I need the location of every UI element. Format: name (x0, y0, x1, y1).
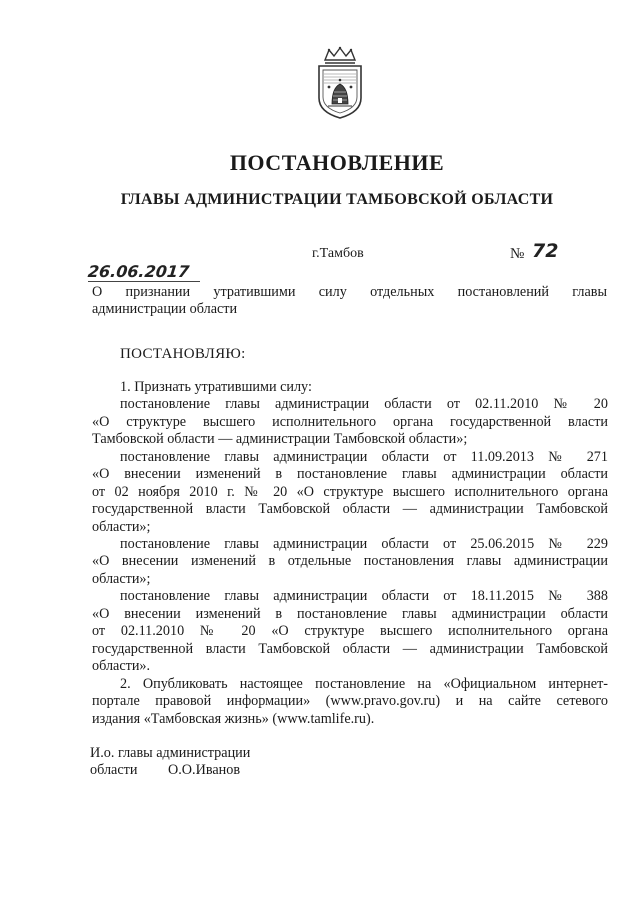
body-line: постановление главы администрации области от 25.06.2015 № 229 (120, 536, 608, 552)
handwritten-number: 72 (532, 240, 559, 262)
document-subtitle: ГЛАВЫ АДМИНИСТРАЦИИ ТАМБОВСКОЙ ОБЛАСТИ (120, 191, 554, 208)
body-line: от 02.11.2010 № 20 «О структуре высшего исполнительного органа (92, 623, 608, 639)
subject-line-2: администрации области (92, 301, 238, 317)
signature-title: И.о. главы администрации (90, 745, 251, 761)
body-line: области»; (92, 571, 151, 587)
city-label: г.Тамбов (312, 246, 364, 261)
decree-word: ПОСТАНОВЛЯЮ: (120, 346, 246, 362)
signature-name: О.О.Иванов (168, 762, 241, 778)
body-line: «О внесении изменений в постановление главы администрации области (92, 466, 608, 482)
date-underline (88, 281, 200, 282)
body-line: Тамбовской области — администрации Тамбовской области»; (92, 431, 468, 447)
body-line: постановление главы администрации области от 11.09.2013 № 271 (120, 449, 608, 465)
body-line: «О внесении изменений в постановление главы администрации области (92, 606, 608, 622)
document-title: ПОСТАНОВЛЕНИЕ (229, 150, 445, 175)
body-line: постановление главы администрации области от 18.11.2015 № 388 (120, 588, 608, 604)
body-line: 2. Опубликовать настоящее постановление на «Официальном интернет- (120, 676, 608, 692)
number-label: № (510, 246, 525, 262)
body-line: области». (92, 658, 151, 674)
body-line: «О внесении изменений в отдельные постановления главы администрации (92, 553, 608, 569)
body-line: государственной власти Тамбовской области — администрации Тамбовской (92, 641, 608, 657)
signature-position: области (90, 762, 138, 778)
body-line: от 02 ноября 2010 г. № 20 «О структуре высшего исполнительного органа (92, 484, 608, 500)
body-line: издания «Тамбовская жизнь» (www.tamlife.ru). (92, 711, 375, 727)
body-line: постановление главы администрации области от 02.11.2010 № 20 (120, 396, 608, 412)
body-line: «О структуре высшего исполнительного органа государственной власти (92, 414, 608, 430)
body-line: портале правовой информации» (www.pravo.gov.ru) и на сайте сетевого (92, 693, 608, 709)
body-line: области»; (92, 519, 151, 535)
subject-line-1: О признании утратившими силу отдельных постановлений главы (92, 284, 607, 300)
handwritten-date: 26.06.2017 (87, 262, 191, 281)
item-1-heading: 1. Признать утратившими силу: (120, 379, 312, 395)
body-line: государственной власти Тамбовской области — администрации Тамбовской (92, 501, 608, 517)
coat-of-arms-emblem (313, 46, 367, 120)
